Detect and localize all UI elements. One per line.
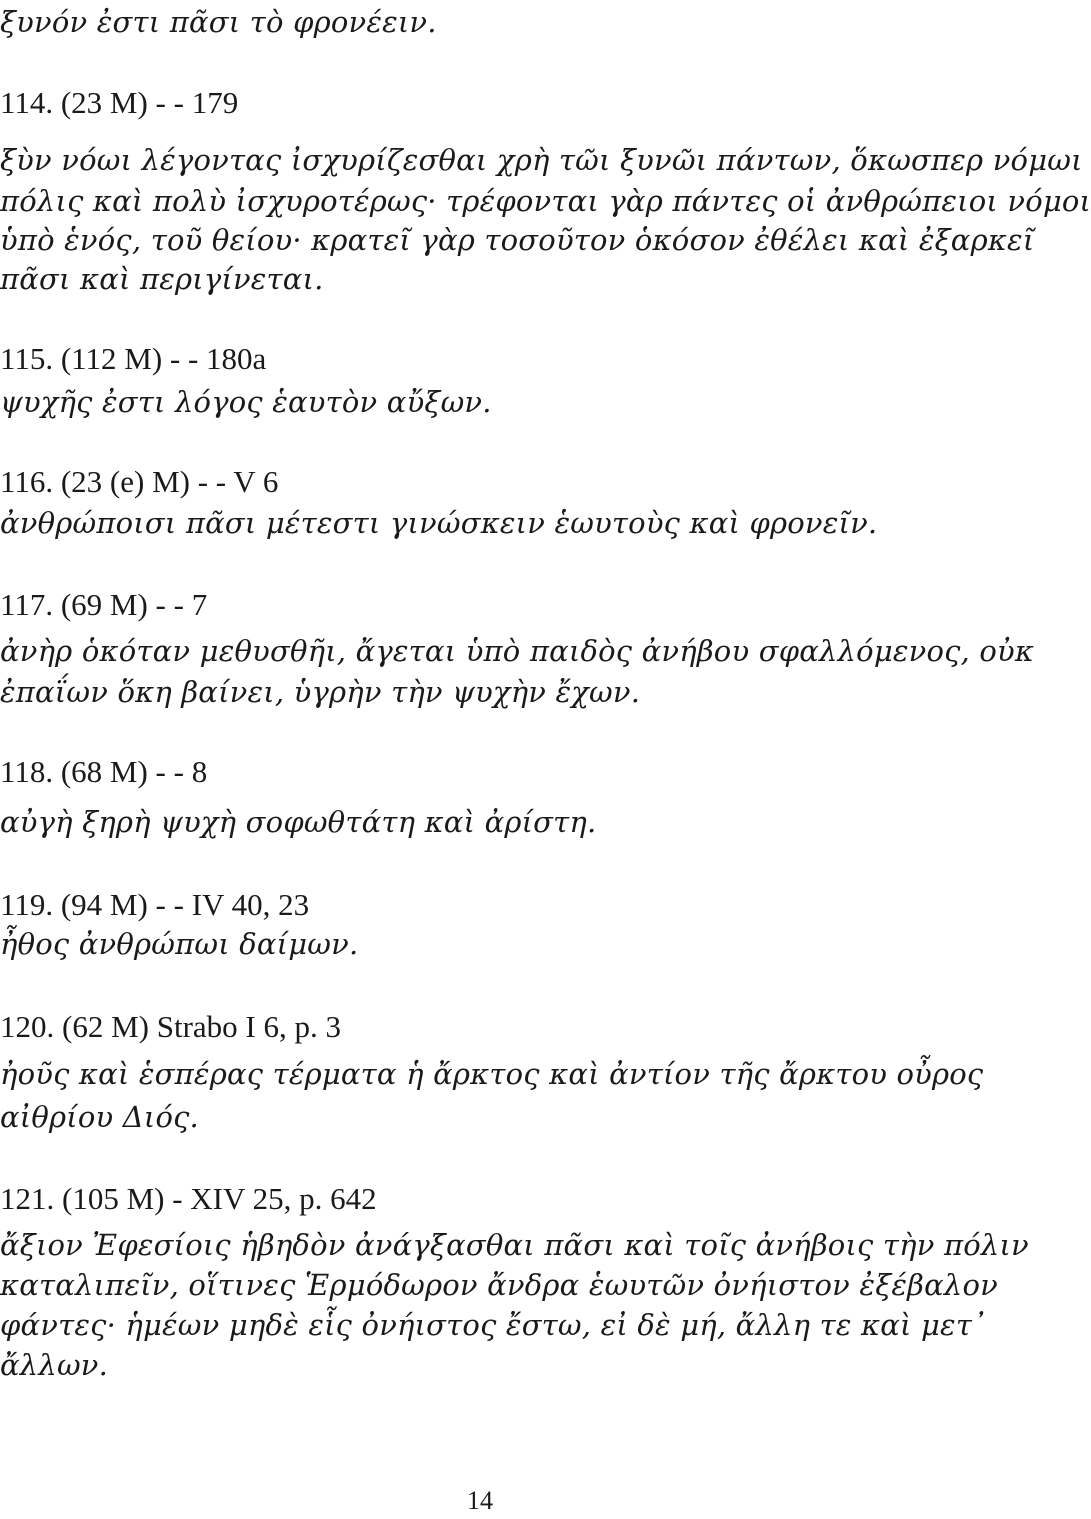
fragment-text-line: ξυνόν ἐστι πᾶσι τὸ φρονέειν. (0, 5, 437, 39)
fragment-heading-118: 118. (68 M) - - 8 (0, 754, 208, 789)
fragment-text-line: ψυχῆς ἐστι λόγος ἑαυτὸν αὔξων. (0, 385, 492, 419)
fragment-heading-117: 117. (69 M) - - 7 (0, 587, 208, 622)
fragment-text-line: ὑπὸ ἑνός, τοῦ θείου· κρατεῖ γὰρ τοσοῦτον ὁκόσον ἐθέλει καὶ ἐξαρκεῖ (0, 223, 1035, 257)
fragment-heading-120: 120. (62 M) Strabo I 6, p. 3 (0, 1009, 341, 1044)
fragment-text-line: καταλιπεῖν, οἵτινες Ἑρμόδωρον ἄνδρα ἑωυτῶν ὀνήιστον ἐξέβαλον (0, 1268, 998, 1302)
fragment-text-line: αἰθρίου Διός. (0, 1100, 199, 1134)
fragment-text-line: φάντες· ἡμέων μηδὲ εἷς ὀνήιστος ἔστω, εἰ δὲ μή, ἄλλη τε καὶ μετ᾽ (0, 1308, 987, 1342)
fragment-text-line: ἄξιον Ἐφεσίοις ἡβηδὸν ἀνάγξασθαι πᾶσι καὶ τοῖς ἀνήβοις τὴν πόλιν (0, 1228, 1029, 1262)
fragment-text-line: πόλις καὶ πολὺ ἰσχυροτέρως· τρέφονται γὰρ πάντες οἱ ἀνθρώπειοι νόμοι (0, 184, 1091, 218)
fragment-heading-114: 114. (23 M) - - 179 (0, 85, 239, 120)
fragment-heading-121: 121. (105 M) - XIV 25, p. 642 (0, 1181, 377, 1216)
fragment-text-line: ἦθος ἀνθρώπωι δαίμων. (0, 927, 359, 961)
fragment-heading-119: 119. (94 M) - - IV 40, 23 (0, 887, 310, 922)
fragment-text-line: πᾶσι καὶ περιγίνεται. (0, 262, 324, 296)
fragment-text-line: ἠοῦς καὶ ἑσπέρας τέρματα ἡ ἄρκτος καὶ ἀντίον τῆς ἄρκτου οὖρος (0, 1057, 984, 1091)
page-number: 14 (467, 1486, 493, 1515)
fragment-text-line: ἀνὴρ ὁκόταν μεθυσθῆι, ἄγεται ὑπὸ παιδὸς ἀνήβου σφαλλόμενος, οὐκ (0, 634, 1035, 668)
fragment-text-line: ἐπαΐων ὅκη βαίνει, ὑγρὴν τὴν ψυχὴν ἔχων. (0, 675, 641, 709)
fragment-text-line: ἀνθρώποισι πᾶσι μέτεστι γινώσκειν ἑωυτοὺς καὶ φρονεῖν. (0, 506, 878, 540)
fragment-heading-116: 116. (23 (e) M) - - V 6 (0, 464, 279, 499)
fragment-heading-115: 115. (112 M) - - 180a (0, 341, 267, 376)
fragment-text-line: ξὺν νόωι λέγοντας ἰσχυρίζεσθαι χρὴ τῶι ξυνῶι πάντων, ὅκωσπερ νόμωι (0, 143, 1083, 177)
fragment-text-line: αὐγὴ ξηρὴ ψυχὴ σοφωθτάτη καὶ ἀρίστη. (0, 805, 597, 839)
fragment-text-line: ἄλλων. (0, 1348, 109, 1382)
